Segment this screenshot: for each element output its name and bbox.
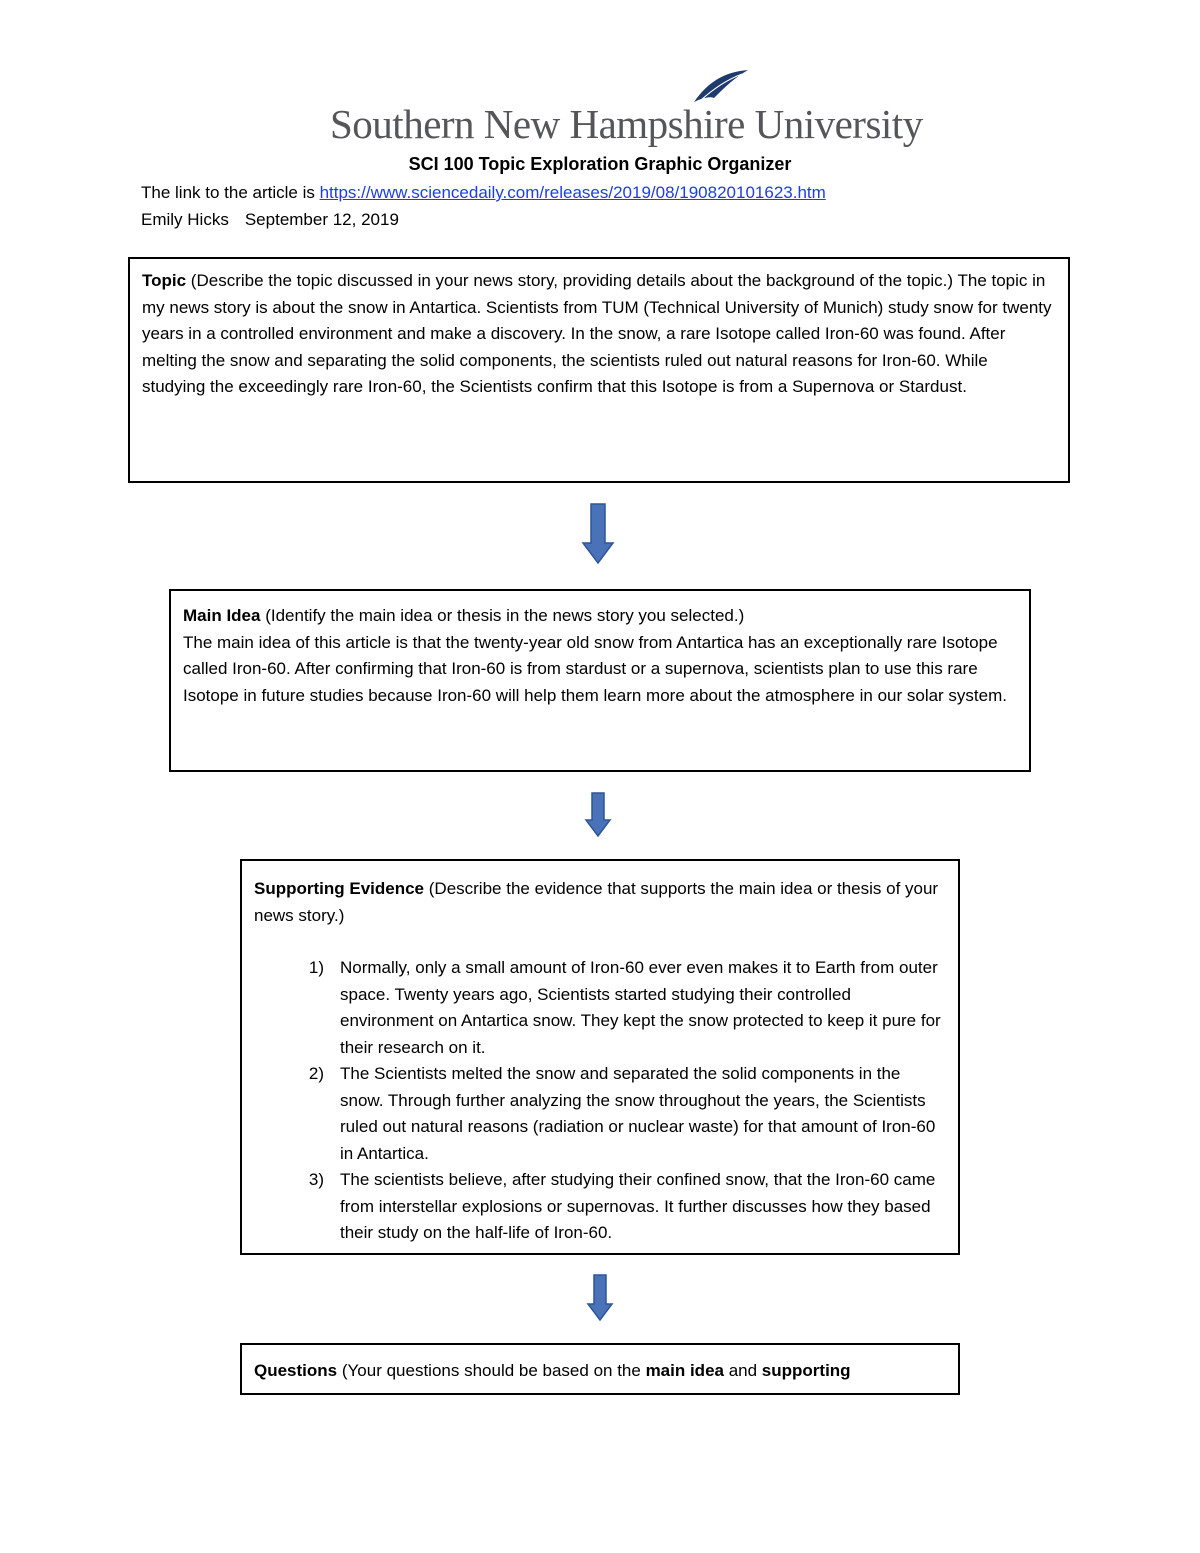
author-name: Emily Hicks xyxy=(141,210,229,229)
document-date: September 12, 2019 xyxy=(244,210,399,229)
item-number: 3) xyxy=(308,1170,324,1189)
document-title: SCI 100 Topic Exploration Graphic Organizer xyxy=(408,154,792,174)
list-item xyxy=(254,955,944,1061)
item-text: The scientists believe, after studying their confined snow, that the Iron-60 came from interstellar explosions or supernovas. It further discusses how they based their study on the half-life of Iron-60. xyxy=(340,1170,936,1242)
questions-bold-supporting: supporting xyxy=(761,1361,851,1380)
questions-label: Questions xyxy=(254,1361,338,1380)
questions-box xyxy=(240,1343,960,1395)
main-idea-prompt: (Identify the main idea or thesis in the news story you selected.) xyxy=(260,606,745,625)
author-line xyxy=(141,210,399,230)
topic-label: Topic xyxy=(142,271,187,290)
evidence-list xyxy=(254,955,944,1247)
article-link-line xyxy=(141,183,826,203)
down-arrow-icon xyxy=(584,792,612,838)
list-item xyxy=(254,1167,944,1247)
item-text: Normally, only a small amount of Iron-60 ever even makes it to Earth from outer space. Twenty years ago, Scientists started studying their controlled environment on Antartica snow. They kept the snow protected to keep it pure for their research on it. xyxy=(340,958,941,1057)
list-item xyxy=(254,1061,944,1167)
questions-bold-main-idea: main idea xyxy=(645,1361,724,1380)
down-arrow-icon xyxy=(581,503,615,565)
link-prefix: The link to the article is xyxy=(141,183,320,202)
logo-wordmark: Southern New Hampshire University xyxy=(330,101,923,147)
item-text: The Scientists melted the snow and separated the solid components in the snow. Through further analyzing the snow throughout the years, the Scientists ruled out natural reasons (radiation or nuclear waste) for that amount of Iron-60 in Antartica. xyxy=(340,1064,936,1163)
topic-body: The topic in my news story is about the snow in Antartica. Scientists from TUM (Technical University of Munich) study snow for twenty years in a controlled environment and make a discovery. In the snow, a rare Isotope called Iron-60 was found. After melting the snow and separating the solid components, the scientists ruled out natural reasons for Iron-60. While studying the exceedingly rare Iron-60, the Scientists confirm that this Isotope is from a Supernova or Stardust. xyxy=(142,271,1052,396)
university-logo xyxy=(330,68,923,158)
item-number: 2) xyxy=(308,1064,324,1083)
supporting-evidence-box xyxy=(240,859,960,1255)
questions-prompt: (Your questions should be based on the xyxy=(337,1361,646,1380)
article-link[interactable]: https://www.sciencedaily.com/releases/2019/08/190820101623.htm xyxy=(319,183,826,202)
down-arrow-icon xyxy=(586,1274,614,1322)
main-idea-label: Main Idea xyxy=(183,606,261,625)
evidence-prompt: (Describe the evidence that supports the main idea or thesis of your news story.) xyxy=(254,879,939,925)
questions-connector: and xyxy=(723,1361,762,1380)
topic-box xyxy=(128,257,1070,483)
main-idea-body: The main idea of this article is that the twenty-year old snow from Antartica has an exceptionally rare Isotope called Iron-60. After confirming that Iron-60 is from stardust or a supernova, scientists plan to use this rare Isotope in future studies because Iron-60 will help them learn more about the atmosphere in our solar system. xyxy=(183,632,1007,705)
topic-prompt: (Describe the topic discussed in your news story, providing details about the background of the topic.) xyxy=(186,271,958,290)
item-number: 1) xyxy=(308,958,324,977)
main-idea-box xyxy=(169,589,1031,772)
evidence-label: Supporting Evidence xyxy=(254,879,425,898)
leaf-icon xyxy=(690,68,750,104)
